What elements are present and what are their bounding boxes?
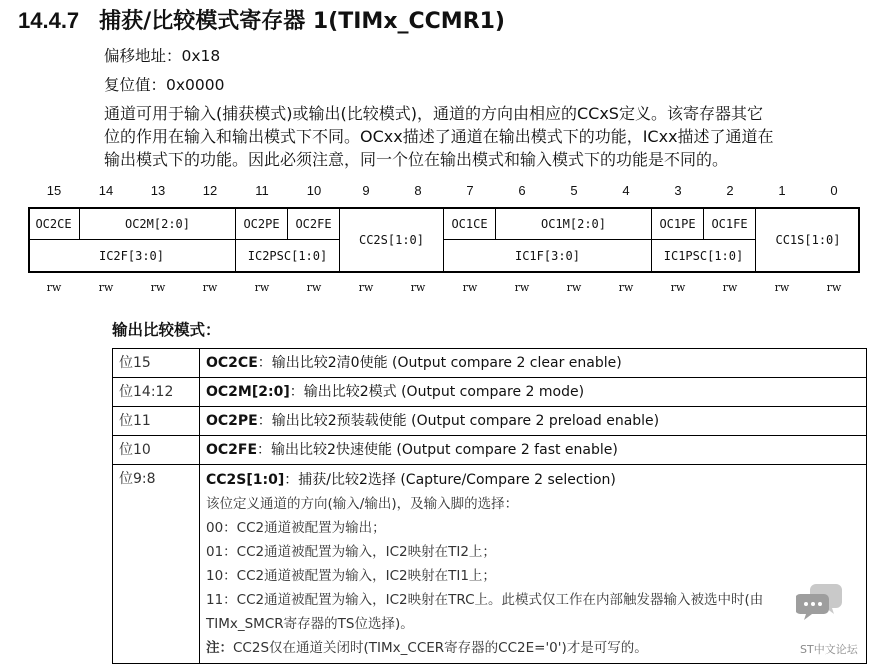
bit-number: 0 — [830, 183, 838, 198]
bit-number: 15 — [46, 183, 62, 198]
section-heading — [18, 4, 505, 35]
register-field: IC2F[3:0] — [28, 240, 236, 271]
access-label: rw — [150, 281, 166, 294]
table-row — [113, 465, 867, 664]
note-label: 注： — [206, 640, 233, 656]
field-text: ：输出比较2预装载使能 (Output compare 2 preload enable) — [257, 413, 660, 429]
section-title: 捕获/比较模式寄存器 1(TIMx_CCMR1) — [99, 9, 505, 34]
access-label: rw — [358, 281, 374, 294]
access-label: rw — [202, 281, 218, 294]
bit-number: 4 — [622, 183, 630, 198]
field-text: ：输出比较2清0使能 (Output compare 2 clear enable) — [257, 355, 622, 371]
register-field: OC2FE — [288, 209, 340, 240]
bit-number: 8 — [414, 183, 422, 198]
access-row — [28, 281, 860, 295]
section-number: 14.4.7 — [18, 8, 80, 33]
field-name: CC2S[1:0] — [206, 472, 285, 488]
register-bit-diagram — [28, 207, 860, 273]
bit-number: 14 — [98, 183, 114, 198]
bit-position: 位9:8 — [113, 465, 200, 664]
field-text: ：捕获/比较2选择 (Capture/Compare 2 selection) — [284, 472, 616, 488]
register-field: CC1S[1:0] — [775, 233, 841, 247]
bit-description — [200, 465, 867, 664]
bit-position: 位14:12 — [113, 378, 200, 407]
register-field: IC1F[3:0] — [444, 240, 652, 271]
detail-line: 10：CC2通道被配置为输入，IC2映射在TI1上； — [206, 568, 496, 584]
register-field: OC2M[2:0] — [80, 209, 236, 240]
bit-number: 5 — [570, 183, 578, 198]
field-text: ：输出比较2快速使能 (Output compare 2 fast enable) — [257, 442, 618, 458]
bit-number: 7 — [466, 183, 474, 198]
detail-line: TIMx_SMCR寄存器的TS位选择)。 — [206, 616, 414, 632]
access-label: rw — [722, 281, 738, 294]
table-row — [113, 436, 867, 465]
bit-position: 位15 — [113, 349, 200, 378]
detail-line: 该位定义通道的方向(输入/输出)，及输入脚的选择： — [206, 496, 519, 512]
register-field: OC2CE — [28, 209, 80, 240]
bit-number: 3 — [674, 183, 682, 198]
access-label: rw — [306, 281, 322, 294]
table-row — [113, 378, 867, 407]
access-label: rw — [46, 281, 62, 294]
detail-line: 11：CC2通道被配置为输入，IC2映射在TRC上。此模式仅工作在内部触发器输入被选中时(由 — [206, 592, 764, 608]
register-field: OC1CE — [444, 209, 496, 240]
bit-position: 位11 — [113, 407, 200, 436]
detail-line: 00：CC2通道被配置为输出； — [206, 520, 386, 536]
bit-description-table — [112, 348, 867, 664]
detail-line: 01：CC2通道被配置为输入，IC2映射在TI2上； — [206, 544, 496, 560]
bit-description — [200, 378, 867, 407]
register-field: IC2PSC[1:0] — [236, 240, 340, 271]
register-description — [104, 102, 874, 171]
note-line — [206, 636, 860, 660]
access-label: rw — [514, 281, 530, 294]
output-compare-mode-title: 输出比较模式： — [112, 321, 221, 339]
access-label: rw — [410, 281, 426, 294]
bit-number: 10 — [306, 183, 322, 198]
register-field: CC2S[1:0] — [340, 209, 444, 271]
access-label: rw — [566, 281, 582, 294]
chat-bubbles-icon — [796, 580, 844, 622]
note-text: CC2S仅在通道关闭时(TIMx_CCER寄存器的CC2E='0')才是可写的。 — [233, 640, 648, 656]
field-name: OC2M[2:0] — [206, 384, 290, 400]
bit-description — [200, 436, 867, 465]
register-field: IC1PSC[1:0] — [652, 240, 756, 271]
access-label: rw — [98, 281, 114, 294]
access-label: rw — [826, 281, 842, 294]
description-line: 输出模式下的功能。因此必须注意，同一个位在输出模式和输入模式下的功能是不同的。 — [104, 150, 729, 169]
field-text: ：输出比较2模式 (Output compare 2 mode) — [289, 384, 585, 400]
access-label: rw — [254, 281, 270, 294]
table-row — [113, 407, 867, 436]
register-field: OC1M[2:0] — [496, 209, 652, 240]
bit-position: 位10 — [113, 436, 200, 465]
bit-number: 11 — [255, 183, 269, 198]
bit-number: 6 — [518, 183, 526, 198]
access-label: rw — [774, 281, 790, 294]
bit-number-row — [28, 183, 860, 201]
bit-description — [200, 349, 867, 378]
field-name: OC2PE — [206, 413, 258, 429]
description-line: 位的作用在输入和输出模式下不同。OCxx描述了通道在输出模式下的功能，ICxx描述了通道在 — [104, 127, 774, 146]
access-label: rw — [670, 281, 686, 294]
bit-number: 13 — [150, 183, 166, 198]
reset-value: 复位值：0x0000 — [104, 76, 225, 94]
register-field: OC2PE — [236, 209, 288, 240]
field-name: OC2CE — [206, 355, 258, 371]
description-line: 通道可用于输入(捕获模式)或输出(比较模式)，通道的方向由相应的CCxS定义。该寄存器其它 — [104, 104, 763, 123]
access-label: rw — [462, 281, 478, 294]
access-label: rw — [618, 281, 634, 294]
bit-description — [200, 407, 867, 436]
field-name: OC2FE — [206, 442, 258, 458]
bit-number: 9 — [362, 183, 370, 198]
watermark-text: ST中文论坛 — [800, 643, 858, 656]
bit-number: 12 — [202, 183, 218, 198]
table-row — [113, 349, 867, 378]
offset-address: 偏移地址：0x18 — [104, 47, 221, 65]
bit-number: 1 — [778, 183, 786, 198]
register-field: OC1PE — [652, 209, 704, 240]
bit-number: 2 — [726, 183, 734, 198]
register-field: OC1FE — [704, 209, 756, 240]
